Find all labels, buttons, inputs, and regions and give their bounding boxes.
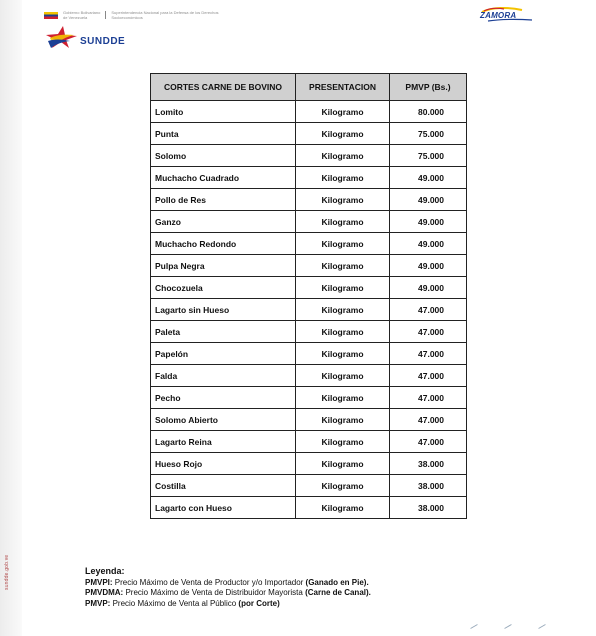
presentation-cell: Kilogramo [296, 211, 390, 233]
header-separator [105, 11, 106, 19]
price-cell: 75.000 [390, 123, 467, 145]
presentation-cell: Kilogramo [296, 321, 390, 343]
table-row [151, 277, 467, 299]
cut-name-cell: Punta [151, 123, 296, 145]
presentation-cell: Kilogramo [296, 475, 390, 497]
presentation-cell: Kilogramo [296, 497, 390, 519]
presentation-cell: Kilogramo [296, 167, 390, 189]
cut-name-cell: Solomo [151, 145, 296, 167]
presentation-cell: Kilogramo [296, 409, 390, 431]
venezuela-flag-icon [44, 12, 58, 19]
office-line: Superintendencia Nacional para la Defensa de los Derechos Socioeconómicos [111, 10, 219, 20]
presentation-cell: Kilogramo [296, 101, 390, 123]
sundde-logo [44, 24, 125, 50]
price-table [150, 73, 467, 519]
cut-name-cell: Lagarto Reina [151, 431, 296, 453]
table-row [151, 211, 467, 233]
table-row [151, 453, 467, 475]
legend-item [85, 599, 525, 610]
price-cell: 47.000 [390, 409, 467, 431]
legend-note: (Carne de Canal). [305, 588, 371, 597]
legend-note: (Ganado en Pie). [305, 577, 369, 587]
presentation-cell: Kilogramo [296, 233, 390, 255]
ministry-line-2: de Venezuela [63, 15, 88, 20]
government-header [44, 8, 254, 22]
table-row [151, 233, 467, 255]
ministry-line-1: Gobierno Bolivariano [63, 10, 101, 15]
price-cell: 47.000 [390, 299, 467, 321]
decorative-mark [538, 624, 545, 629]
presentation-cell: Kilogramo [296, 431, 390, 453]
table-row [151, 343, 467, 365]
cut-name-cell: Chocozuela [151, 277, 296, 299]
cut-name-cell: Muchacho Redondo [151, 233, 296, 255]
presentation-cell: Kilogramo [296, 123, 390, 145]
presentation-cell: Kilogramo [296, 387, 390, 409]
price-cell: 47.000 [390, 321, 467, 343]
table-row [151, 387, 467, 409]
cut-name-cell: Solomo Abierto [151, 409, 296, 431]
table-row [151, 409, 467, 431]
price-cell: 38.000 [390, 497, 467, 519]
zamora-logo [478, 6, 538, 22]
legend-abbr: PMVP: [85, 598, 111, 608]
price-cell: 49.000 [390, 255, 467, 277]
table-row [151, 365, 467, 387]
table-row [151, 101, 467, 123]
cut-name-cell: Costilla [151, 475, 296, 497]
sundde-star-icon [44, 25, 78, 49]
header-presentacion: PRESENTACION [296, 74, 390, 101]
bottom-marks [470, 626, 546, 627]
legend-abbr: PMVPI: [85, 577, 113, 587]
sundde-label: SUNDDE [80, 35, 126, 47]
cut-name-cell: Pollo de Res [151, 189, 296, 211]
legend-title: Leyenda: [85, 566, 125, 576]
table-row [151, 167, 467, 189]
presentation-cell: Kilogramo [296, 365, 390, 387]
legend [85, 566, 525, 609]
price-cell: 49.000 [390, 189, 467, 211]
price-cell: 38.000 [390, 453, 467, 475]
price-cell: 80.000 [390, 101, 467, 123]
cut-name-cell: Ganzo [151, 211, 296, 233]
table-row [151, 431, 467, 453]
table-row [151, 123, 467, 145]
presentation-cell: Kilogramo [296, 189, 390, 211]
presentation-cell: Kilogramo [296, 277, 390, 299]
legend-text: Precio Máximo de Venta de Distribuidor Mayorista [123, 588, 306, 597]
table-row [151, 475, 467, 497]
cut-name-cell: Pecho [151, 387, 296, 409]
legend-items [85, 578, 525, 610]
table-row [151, 255, 467, 277]
price-cell: 49.000 [390, 277, 467, 299]
presentation-cell: Kilogramo [296, 453, 390, 475]
cut-name-cell: Lomito [151, 101, 296, 123]
cut-name-cell: Falda [151, 365, 296, 387]
price-cell: 49.000 [390, 211, 467, 233]
table-row [151, 299, 467, 321]
header-pmvp: PMVP (Bs.) [390, 74, 467, 101]
cut-name-cell: Papelón [151, 343, 296, 365]
table-row [151, 145, 467, 167]
table-row [151, 321, 467, 343]
header-cortes: CORTES CARNE DE BOVINO [151, 74, 296, 101]
price-cell: 75.000 [390, 145, 467, 167]
price-table-header-row [151, 74, 467, 101]
legend-item [85, 588, 525, 599]
table-row [151, 189, 467, 211]
cut-name-cell: Lagarto con Hueso [151, 497, 296, 519]
legend-note: (por Corte) [238, 598, 280, 608]
legend-text: Precio Máximo de Venta al Público [110, 598, 239, 608]
presentation-cell: Kilogramo [296, 299, 390, 321]
price-cell: 47.000 [390, 365, 467, 387]
price-cell: 47.000 [390, 387, 467, 409]
cut-name-cell: Muchacho Cuadrado [151, 167, 296, 189]
presentation-cell: Kilogramo [296, 343, 390, 365]
price-cell: 47.000 [390, 431, 467, 453]
price-cell: 38.000 [390, 475, 467, 497]
presentation-cell: Kilogramo [296, 145, 390, 167]
price-cell: 49.000 [390, 233, 467, 255]
cut-name-cell: Lagarto sin Hueso [151, 299, 296, 321]
zamora-label: ZAMORA [480, 11, 517, 20]
side-text: sundde.gob.ve [4, 554, 10, 590]
table-row [151, 497, 467, 519]
legend-item [85, 578, 525, 589]
decorative-mark [470, 624, 477, 629]
legend-abbr: PMVDMA: [85, 588, 124, 597]
cut-name-cell: Pulpa Negra [151, 255, 296, 277]
price-cell: 49.000 [390, 167, 467, 189]
ministry-text [63, 10, 100, 20]
page-edge [0, 0, 22, 636]
presentation-cell: Kilogramo [296, 255, 390, 277]
cut-name-cell: Hueso Rojo [151, 453, 296, 475]
price-cell: 47.000 [390, 343, 467, 365]
cut-name-cell: Paleta [151, 321, 296, 343]
decorative-mark [504, 624, 511, 629]
legend-text: Precio Máximo de Venta de Productor y/o Importador [112, 577, 306, 587]
